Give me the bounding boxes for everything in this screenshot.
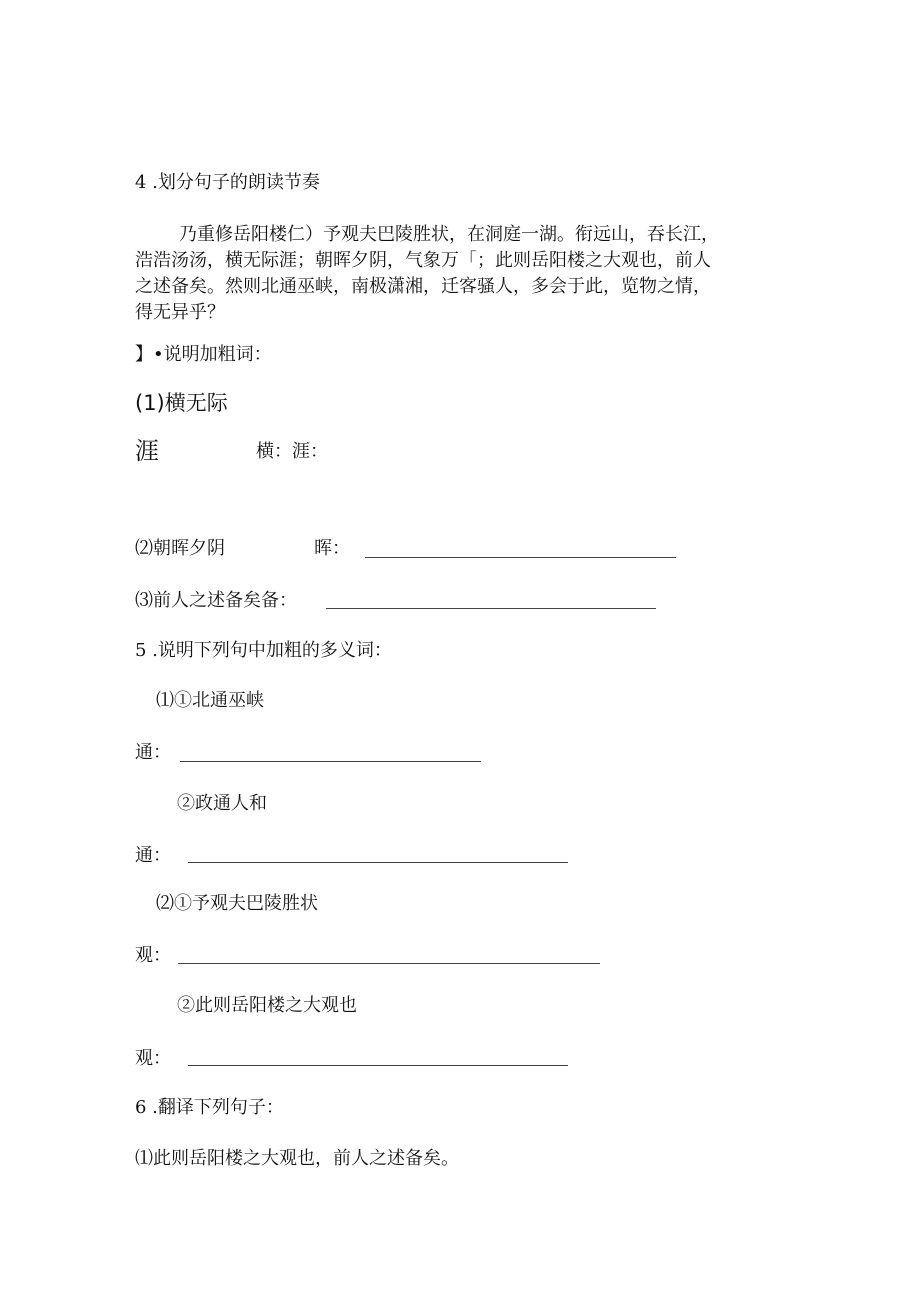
q6-title: 6 .翻译下列句子：: [135, 1097, 284, 1118]
item1-phrase-end: 涯: [135, 437, 159, 465]
q5-g2-answer-line-1[interactable]: [178, 963, 600, 964]
q4-passage: [135, 222, 795, 326]
item1-phrase: (1)横无际: [135, 391, 228, 415]
passage-line-3: 之述备矣。然则北通巫峡，南极潇湘，迁客骚人，多会于此，览物之情，: [135, 276, 711, 297]
q5-title: 5 .说明下列句中加粗的多义词：: [135, 640, 392, 661]
q4-title: 4 .划分句子的朗读节奏: [135, 172, 320, 193]
q5-g1-sentence-1: ⑴①北通巫峡: [156, 690, 264, 711]
item3-phrase: ⑶前人之述备矣备：: [135, 590, 297, 611]
passage-line-2: 浩浩汤汤，横无际涯；朝晖夕阴，气象万「；此则岳阳楼之大观也，前人: [135, 250, 711, 271]
item1-labels: 横：涯：: [256, 441, 328, 462]
q5-g2-answer-line-2[interactable]: [188, 1065, 568, 1066]
q5-g1-label-2: 通：: [135, 845, 171, 866]
q5-g2-sentence-2: ②此则岳阳楼之大观也: [177, 995, 357, 1016]
item2-label: 晖：: [314, 538, 350, 559]
passage-line-1: 乃重修岳阳楼仁）予观夫巴陵胜状，在洞庭一湖。衔远山，吞长江，: [179, 224, 719, 245]
q5-g1-sentence-2: ②政通人和: [177, 793, 267, 814]
item2-answer-line[interactable]: [365, 557, 676, 558]
q5-g1-answer-line-1[interactable]: [180, 761, 481, 762]
q5-g2-label-1: 观：: [135, 945, 171, 966]
passage-line-4: 得无异乎？: [135, 302, 225, 323]
q6-sentence-1: ⑴此则岳阳楼之大观也，前人之述备矣。: [135, 1148, 459, 1169]
item3-answer-line[interactable]: [326, 608, 656, 609]
q5-g2-sentence-1: ⑵①予观夫巴陵胜状: [156, 893, 318, 914]
item2-phrase: ⑵朝晖夕阴: [135, 538, 225, 559]
q5-g2-label-2: 观：: [135, 1048, 171, 1069]
q5-g1-label-1: 通：: [135, 742, 171, 763]
q4-subtitle: 】•说明加粗词：: [135, 344, 272, 365]
q5-g1-answer-line-2[interactable]: [188, 862, 568, 863]
